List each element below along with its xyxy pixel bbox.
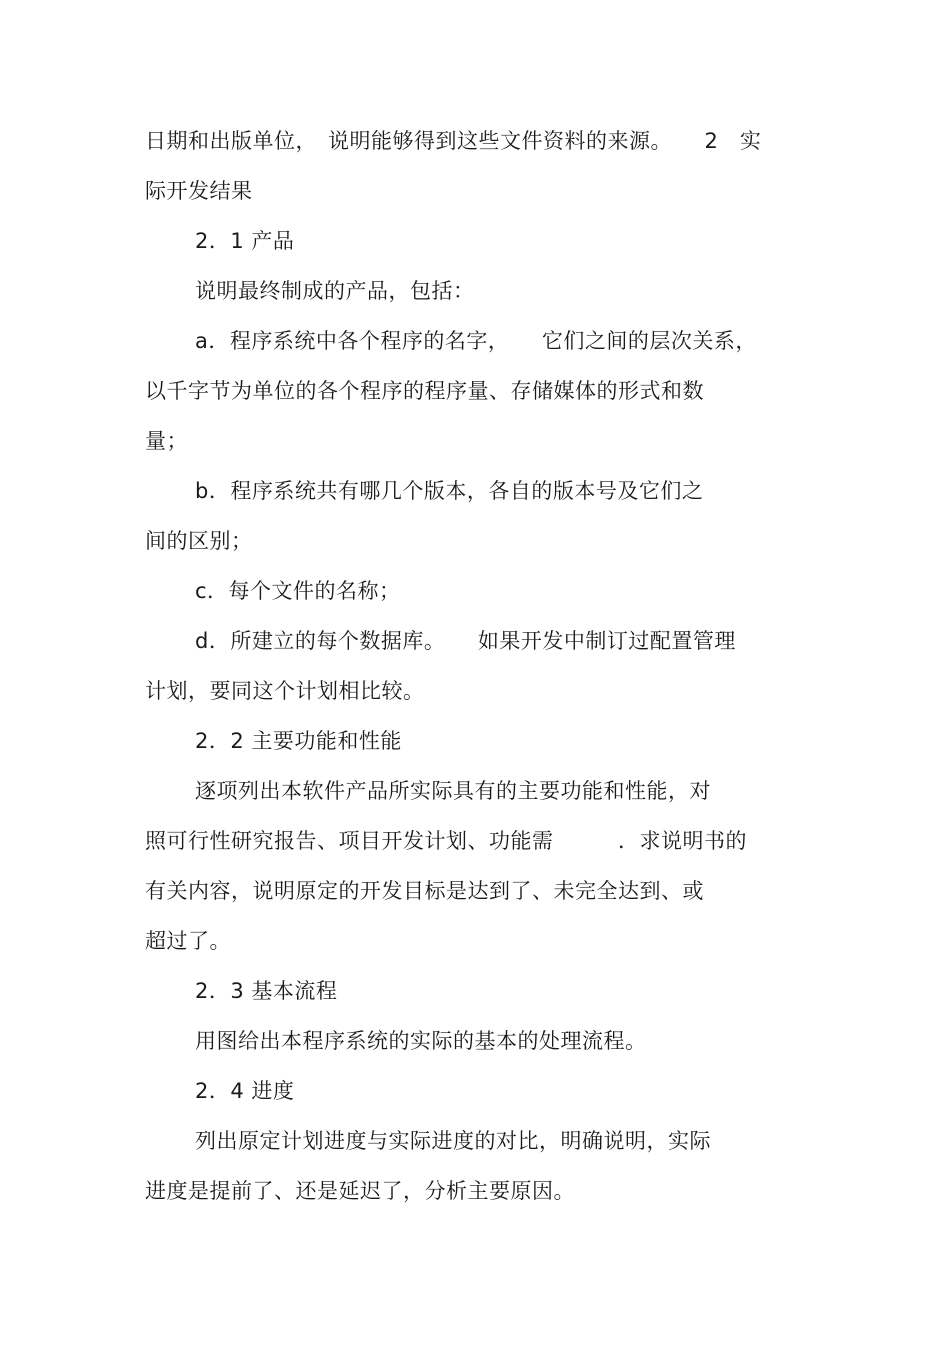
text-line: 逐项列出本软件产品所实际具有的主要功能和性能，对 <box>195 779 711 803</box>
section-heading: 2．4 进度 <box>195 1079 295 1103</box>
text-line: 日期和出版单位， 说明能够得到这些文件资料的来源。 2 实 <box>145 129 762 153</box>
text-line: 以千字节为单位的各个程序的程序量、存储媒体的形式和数 <box>145 379 704 403</box>
text-line: 际开发结果 <box>145 179 253 203</box>
text-line: 进度是提前了、还是延迟了，分析主要原因。 <box>145 1179 575 1203</box>
list-item: c．每个文件的名称； <box>195 579 401 603</box>
text-line: 用图给出本程序系统的实际的基本的处理流程。 <box>195 1029 647 1053</box>
text-line: 量； <box>145 429 188 453</box>
section-heading: 2．3 基本流程 <box>195 979 338 1003</box>
text-line: 有关内容，说明原定的开发目标是达到了、未完全达到、或 <box>145 879 704 903</box>
text-line: 说明最终制成的产品，包括： <box>195 279 475 303</box>
text-line: 照可行性研究报告、项目开发计划、功能需 ．求说明书的 <box>145 829 747 853</box>
section-heading: 2．2 主要功能和性能 <box>195 729 402 753</box>
list-item: b．程序系统共有哪几个版本，各自的版本号及它们之 <box>195 479 704 503</box>
list-item: a．程序系统中各个程序的名字， 它们之间的层次关系， <box>195 329 757 353</box>
list-item: d．所建立的每个数据库。 如果开发中制订过配置管理 <box>195 629 736 653</box>
section-heading: 2．1 产品 <box>195 229 295 253</box>
text-line: 计划，要同这个计划相比较。 <box>145 679 425 703</box>
text-line: 列出原定计划进度与实际进度的对比，明确说明，实际 <box>195 1129 711 1153</box>
text-line: 超过了。 <box>145 929 231 953</box>
text-line: 间的区别； <box>145 529 253 553</box>
